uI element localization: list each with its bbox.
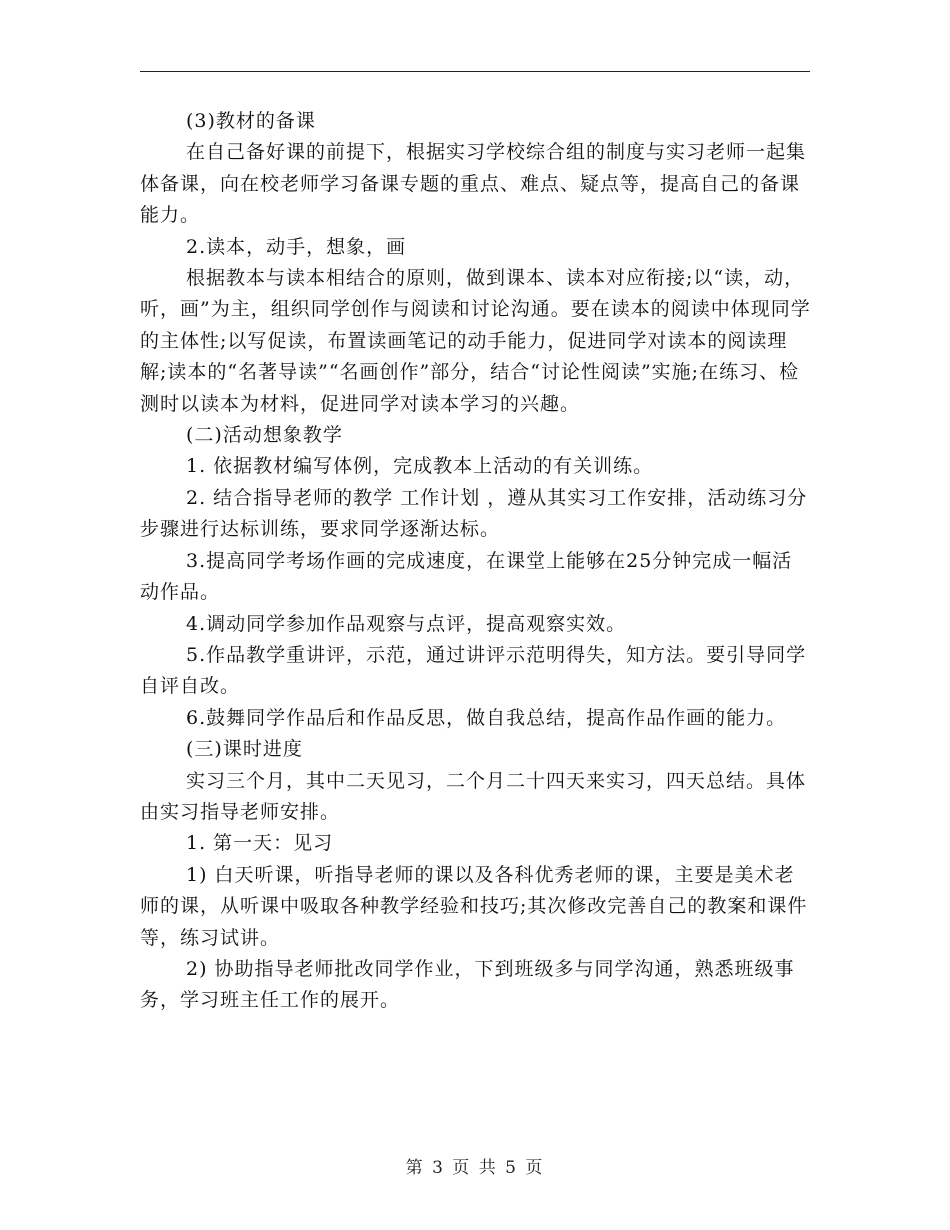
paragraph: 根据教本与读本相结合的原则，做到课本、读本对应衔接;以“读，动，听，画”为主，组织同学创作与阅读和讨论沟通。要在读本的阅读中体现同学的主体性;以写促读，布置读画笔记的动手能力，促进同学对读本的阅读理解;读本的“名著导读”“名画创作”部分，结合“讨论性阅读”实施;在练习、检测时以读本为材料，促进同学对读本学习的兴趣。 — [140, 267, 811, 415]
section-heading: (三)课时进度 — [186, 738, 303, 761]
page-number: 第 3 页 共 5 页 — [405, 1158, 545, 1178]
paragraph: 1. 第一天：见习 — [186, 832, 334, 855]
paragraph: 2) 协助指导老师批改同学作业，下到班级多与同学沟通，熟悉班级事务，学习班主任工作的展开。 — [140, 957, 795, 1012]
paragraph: 1. 依据教材编写体例，完成教本上活动的有关训练。 — [186, 455, 654, 478]
section-heading: (二)活动想象教学 — [186, 424, 343, 447]
paragraph: 6.鼓舞同学作品后和作品反思，做自我总结，提高作品作画的能力。 — [186, 706, 787, 729]
paragraph: 实习三个月，其中二天见习，二个月二十四天来实习，四天总结。具体由实习指导老师安排。 — [140, 769, 807, 823]
header-rule — [140, 71, 810, 72]
section-heading: 2.读本，动手，想象，画 — [186, 235, 407, 258]
paragraph: 3.提高同学考场作画的完成速度，在课堂上能够在25分钟完成一幅活动作品。 — [140, 549, 793, 604]
section-heading: (3)教材的备课 — [186, 110, 316, 132]
document-body — [140, 106, 812, 1017]
paragraph: 4.调动同学参加作品观察与点评，提高观察实效。 — [186, 612, 627, 635]
paragraph: 5.作品教学重讲评，示范，通过讲评示范明得失，知方法。要引导同学自评自改。 — [140, 643, 807, 698]
paragraph: 2. 结合指导老师的教学 工作计划 ，遵从其实习工作安排，活动练习分步骤进行达标训练，要求同学逐渐达标。 — [140, 486, 808, 541]
paragraph: 在自己备好课的前提下，根据实习学校综合组的制度与实习老师一起集体备课，向在校老师学习备课专题的重点、难点、疑点等，提高自己的备课能力。 — [140, 141, 807, 227]
paragraph: 1) 白天听课，听指导老师的课以及各科优秀老师的课，主要是美术老师的课，从听课中吸取各种教学经验和技巧;其次修改完善自己的教案和课件等，练习试讲。 — [140, 863, 808, 949]
